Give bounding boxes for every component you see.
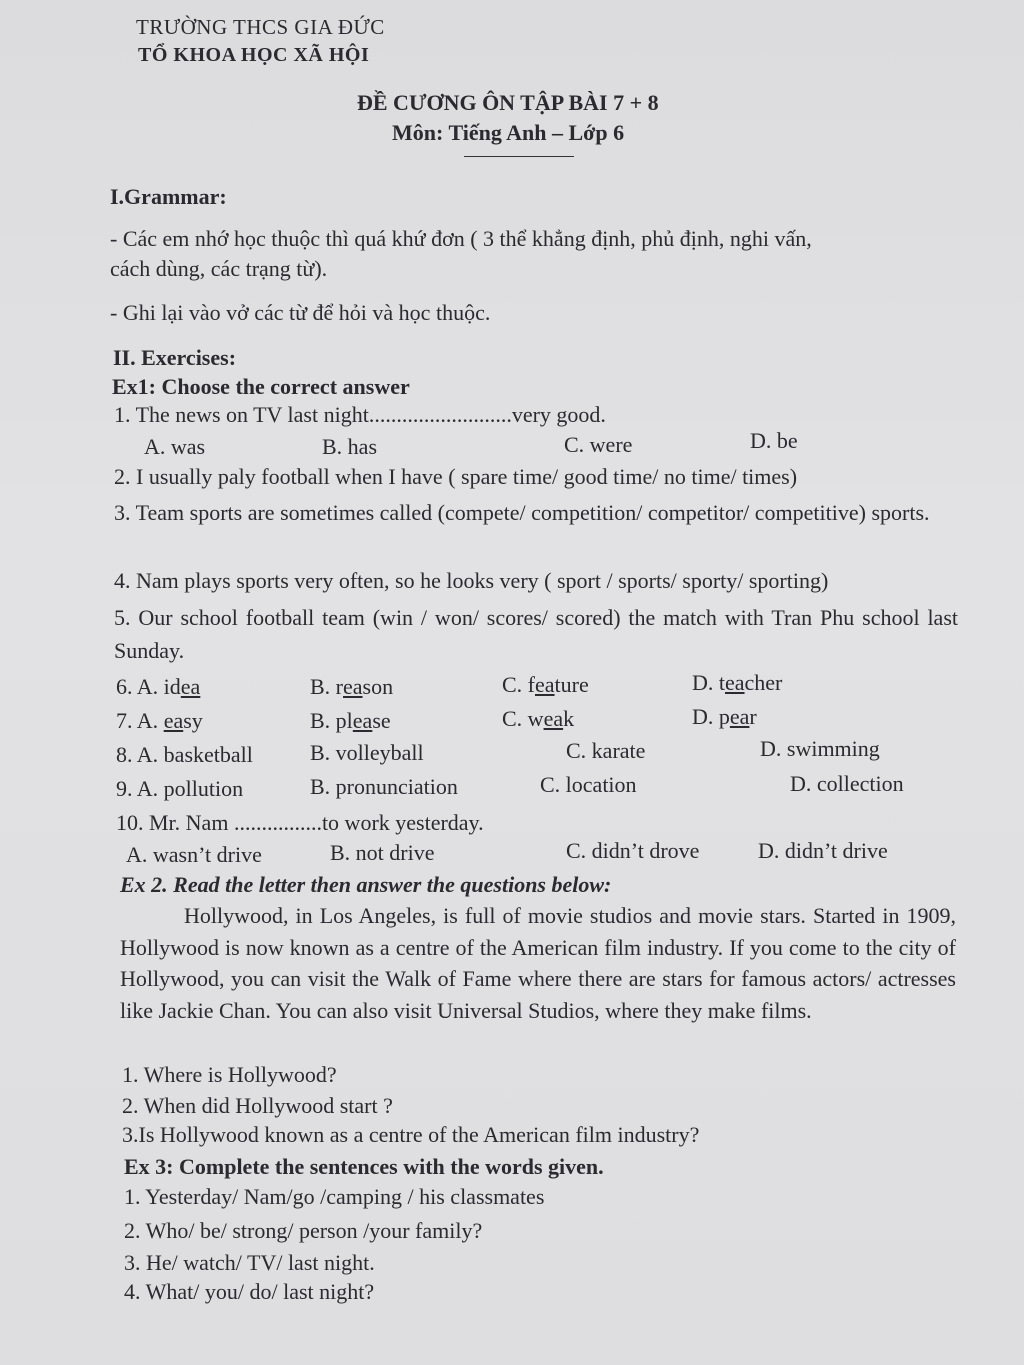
ex1-q8-option-b: B. volleyball (310, 740, 424, 765)
ex1-q2: 2. I usually paly football when I have ( spare time/ good time/ no time/ times) (114, 464, 798, 489)
document-title: ĐỀ CƯƠNG ÔN TẬP BÀI 7 + 8 (357, 90, 659, 115)
subject-prefix: Môn: (392, 120, 449, 145)
ex1-q7-d-pre: D. p (692, 704, 730, 729)
ex1-q7-c-post: k (563, 706, 575, 731)
ex1-q7-a-underlined: ea (163, 708, 184, 733)
ex1-q8-option-a: 8. A. basketball (116, 742, 253, 767)
ex1-q1-option-d: D. be (750, 428, 798, 453)
ex1-q6-option-c (502, 672, 589, 698)
ex1-q6-number: 6. (116, 674, 133, 699)
grammar-note-2: - Ghi lại vào vở các từ để hỏi và học thuộc. (110, 300, 491, 325)
ex1-q1-option-b: B. has (322, 434, 377, 459)
subject-line (392, 120, 624, 146)
ex1-q7-option-c (502, 706, 574, 732)
ex2-question-3: 3.Is Hollywood known as a centre of the American film industry? (122, 1122, 700, 1147)
ex1-q7-c-pre: C. w (502, 706, 544, 731)
ex1-q9-option-a: 9. A. pollution (116, 776, 244, 801)
ex1-q6-d-post: cher (744, 670, 783, 695)
ex2-question-1: 1. Where is Hollywood? (122, 1062, 337, 1087)
ex3-question-1: 1. Yesterday/ Nam/go /camping / his classmates (124, 1184, 545, 1209)
ex1-q7-number: 7. (116, 708, 133, 733)
ex1-q7-b-underlined: ea (352, 708, 373, 733)
ex1-q6-c-underlined: ea (535, 672, 555, 697)
department-name: TỔ KHOA HỌC XÃ HỘI (138, 44, 370, 66)
ex1-q7-c-underlined: ea (543, 706, 564, 731)
ex3-heading: Ex 3: Complete the sentences with the words given. (124, 1154, 604, 1179)
ex1-q7-a-post: sy (183, 708, 203, 733)
ex1-q7-option-d (692, 704, 757, 730)
grammar-heading: I.Grammar: (110, 184, 227, 209)
ex1-q9-option-d: D. collection (790, 771, 904, 796)
ex1-q6-b-post: son (362, 674, 394, 699)
ex1-q3: 3. Team sports are sometimes called (compete/ competition/ competitor/ competitive) sports. (114, 500, 930, 525)
exercises-heading: II. Exercises: (113, 345, 237, 370)
ex1-heading: Ex1: Choose the correct answer (112, 374, 410, 399)
ex1-q1-option-c: C. were (564, 432, 633, 457)
ex1-q9-option-c: C. location (540, 772, 637, 797)
title-underline (464, 156, 574, 157)
ex1-q7-d-post: r (749, 704, 757, 729)
ex2-passage: Hollywood, in Los Angeles, is full of movie studios and movie stars. Started in 1909, Hollywood is now known as a centre of the American film industry. If you come to the city of Hollywood, you can visit the Walk of Fame where there are stars for famous actors/ actresses like Jackie Chan. You can also visit Universal Studios, where they make films. (120, 903, 956, 1023)
ex1-q10-stem: 10. Mr. Nam ................to work yesterday. (116, 810, 484, 835)
ex1-q9-option-b: B. pronunciation (310, 774, 458, 799)
ex1-q6-d-underlined: ea (725, 670, 745, 695)
grammar-note-1b: cách dùng, các trạng từ). (110, 256, 328, 281)
ex1-q6-b-underlined: ea (343, 674, 363, 699)
ex1-q7-b-post: se (372, 708, 391, 733)
ex1-q6-option-a (116, 674, 200, 700)
ex1-q6-d-pre: D. t (692, 670, 725, 695)
ex1-q6-b-pre: B. r (310, 674, 343, 699)
ex1-q1-stem: 1. The news on TV last night..........................very good. (114, 402, 606, 427)
ex1-q10-option-a: A. wasn’t drive (126, 842, 262, 867)
grammar-note-1a: - Các em nhớ học thuộc thì quá khứ đơn ( 3 thể khẳng định, phủ định, nghi vấn, (110, 226, 812, 251)
ex1-q7-d-underlined: ea (729, 704, 750, 729)
ex1-q10-option-b: B. not drive (330, 840, 435, 865)
ex1-q7-a-pre: A. (136, 708, 164, 733)
school-name: TRƯỜNG THCS GIA ĐỨC (136, 15, 385, 39)
ex1-q6-a-text: A. id (136, 674, 181, 699)
ex3-question-4: 4. What/ you/ do/ last night? (124, 1279, 375, 1304)
ex3-question-2: 2. Who/ be/ strong/ person /your family? (124, 1218, 483, 1243)
ex1-q5: 5. Our school football team (win / won/ scores/ scored) the match with Tran Phu school last Sunday. (114, 605, 958, 663)
ex1-q4: 4. Nam plays sports very often, so he looks very ( sport / sports/ sporty/ sporting) (114, 568, 829, 593)
ex1-q1-option-a: A. was (144, 434, 206, 459)
ex3-question-3: 3. He/ watch/ TV/ last night. (124, 1250, 375, 1275)
ex1-q6-option-b (310, 674, 393, 700)
ex2-question-2: 2. When did Hollywood start ? (122, 1093, 393, 1118)
ex1-q7-b-pre: B. pl (310, 708, 353, 733)
subject-name: Tiếng Anh (448, 120, 547, 145)
ex1-q6-c-pre: C. f (502, 672, 535, 697)
ex1-q8-option-d: D. swimming (760, 736, 880, 761)
grade-label: – Lớp 6 (546, 120, 625, 145)
ex1-q7-option-b (310, 708, 391, 734)
ex1-q6-option-d (692, 670, 782, 696)
ex1-q6-c-post: ture (554, 672, 589, 697)
ex1-q8-option-c: C. karate (566, 738, 646, 763)
ex1-q7-option-a (116, 708, 203, 734)
ex1-q10-option-d: D. didn’t drive (758, 838, 888, 863)
ex1-q10-option-c: C. didn’t drove (566, 838, 700, 863)
ex2-heading: Ex 2. Read the letter then answer the questions below: (120, 872, 612, 897)
ex1-q6-a-underlined: ea (180, 674, 201, 699)
